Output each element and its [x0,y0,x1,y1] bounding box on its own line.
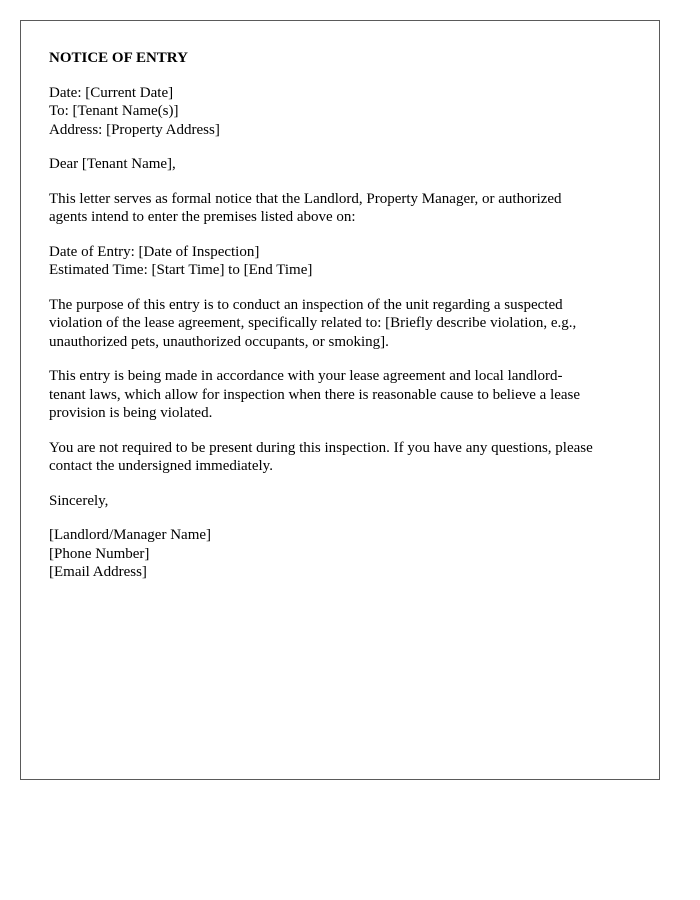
address-line: Address: [Property Address] [49,121,220,138]
intro-line: This letter serves as formal notice that the Landlord, Property Manager, or authorized [49,190,562,207]
presence-note-line: You are not required to be present during this inspection. If you have any questions, please [49,439,593,456]
salutation [49,155,635,174]
letter-title: NOTICE OF ENTRY [49,50,188,66]
to-line: To: [Tenant Name(s)] [49,103,179,119]
presence-note-line: contact the undersigned immediately. [49,458,273,474]
signature-name: [Landlord/Manager Name] [49,527,212,543]
entry-details [49,243,635,280]
salutation-text: Dear [Tenant Name], [49,156,176,172]
letter-header [49,84,635,140]
presence-note-paragraph [49,439,635,476]
legal-basis-line: tenant laws, which allow for inspection when there is reasonable cause to believe a lease [49,386,581,403]
closing-text: Sincerely, [49,492,109,509]
signature-block [49,526,635,582]
intro-paragraph [49,190,635,227]
legal-basis-line: This entry is being made in accordance with your lease agreement and local landlord- [49,368,563,384]
legal-basis-paragraph [49,367,635,423]
letter-page [20,20,660,780]
purpose-line: The purpose of this entry is to conduct an inspection of the unit regarding a suspected [49,296,563,313]
letter-content [49,49,635,598]
purpose-paragraph [49,296,635,352]
signature-phone: [Phone Number] [49,545,150,562]
purpose-line: unauthorized pets, unauthorized occupants, or smoking]. [49,333,389,350]
legal-basis-line: provision is being violated. [49,405,213,421]
purpose-line: violation of the lease agreement, specifically related to: [Briefly describe violation, e.g., [49,315,577,331]
signature-email: [Email Address] [49,564,147,580]
date-line: Date: [Current Date] [49,84,174,101]
estimated-time-line: Estimated Time: [Start Time] to [End Time] [49,262,313,278]
closing [49,492,635,511]
intro-line: agents intend to enter the premises listed above on: [49,209,356,225]
date-of-entry-line: Date of Entry: [Date of Inspection] [49,243,260,260]
